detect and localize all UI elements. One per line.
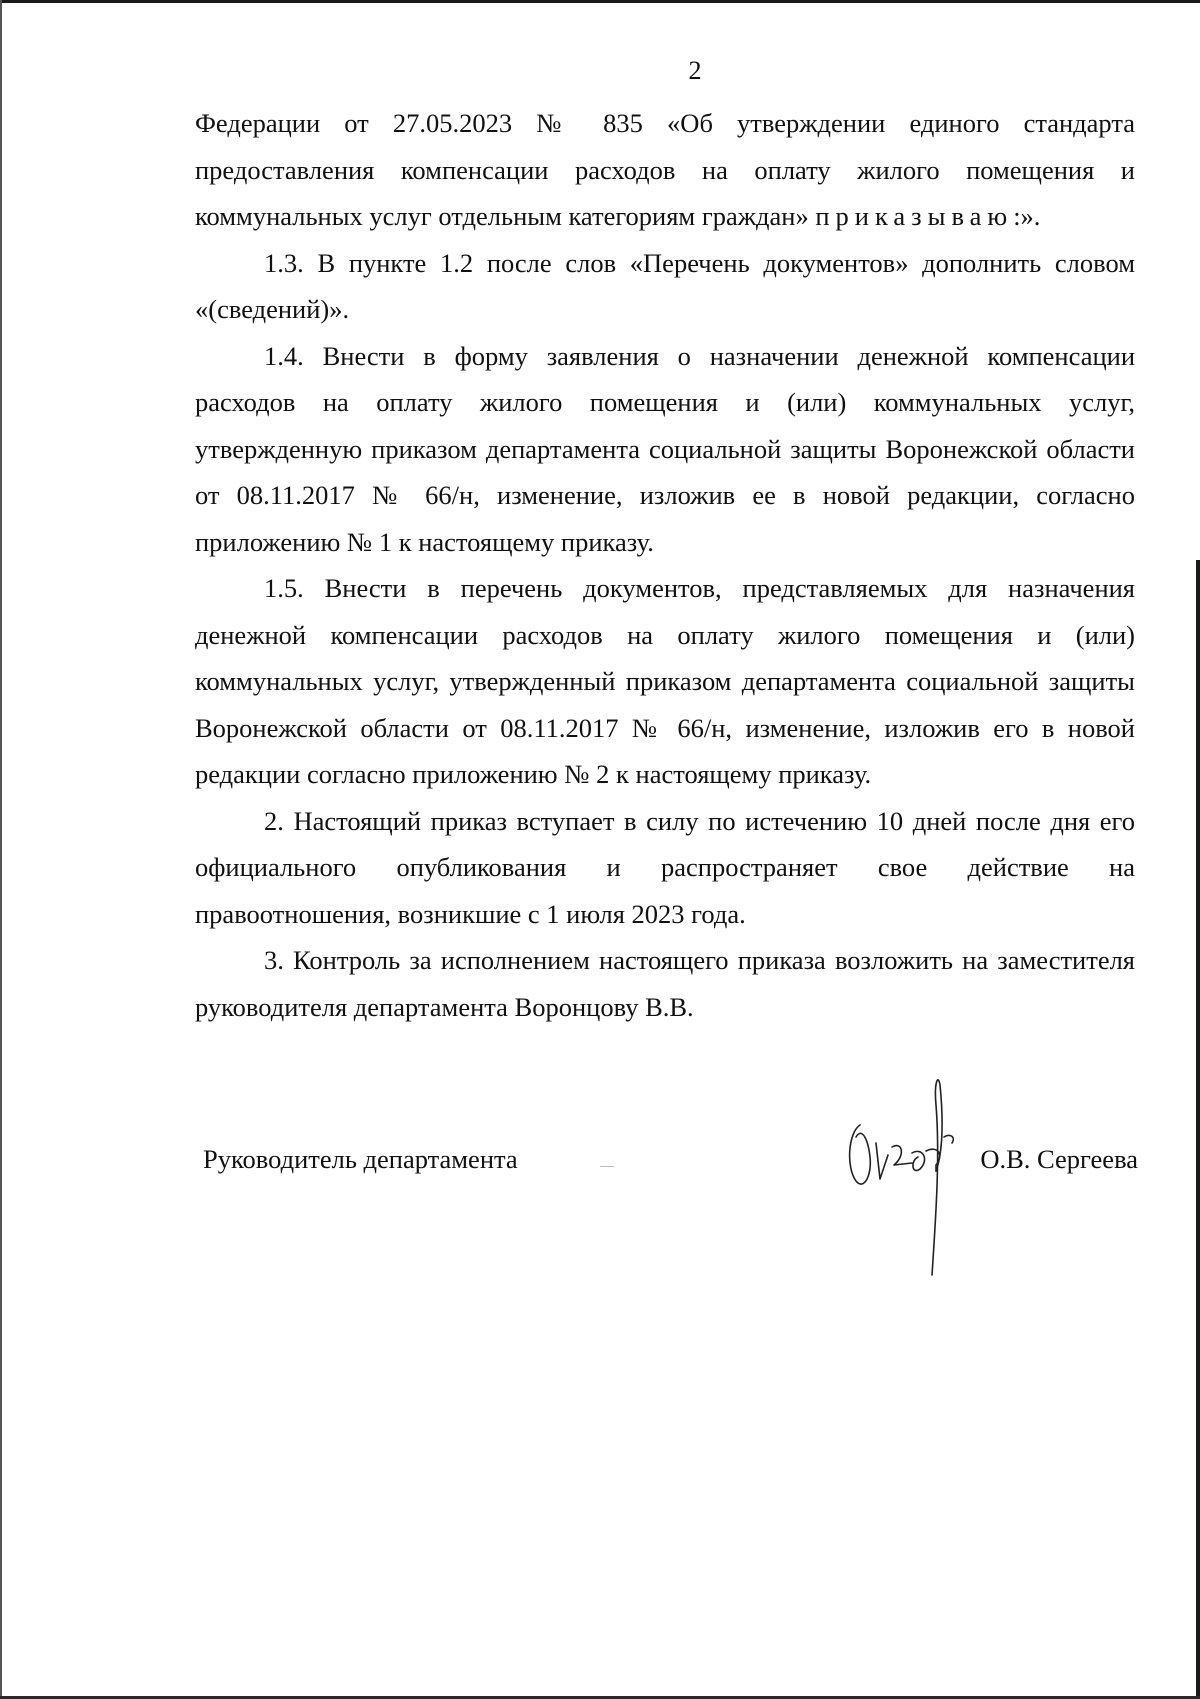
paragraph-3: 3. Контроль за исполнением настоящего приказа возложить на заместителя руководителя департамента Воронцову В.В. (195, 945, 1135, 1022)
scan-border-left (0, 0, 2, 1699)
page-number: 2 (688, 56, 702, 85)
paragraph-2: 2. Настоящий приказ вступает в силу по истечению 10 дней после дня его официального опубликования и распространяет свое действие на правоотношения, возникшие с 1 июля 2023 года. (195, 805, 1135, 929)
paragraph-1-4: 1.4. Внести в форму заявления о назначении денежной компенсации расходов на оплату жилого помещения и (или) коммунальных услуг, утвержденную приказом департамента социальной защиты Воронежской области от 08.11.2017 № 66/н, изменение, изложив ее в новой редакции, согласно приложению № 1 к настоящему приказу. (195, 340, 1135, 557)
paragraph-1-5: 1.5. Внести в перечень документов, представляемых для назначения денежной компенсации расходов на оплату жилого помещения и (или) коммунальных услуг, утвержденный приказом департамента социальной защиты Воронежской области от 08.11.2017 № 66/н, изменение, изложив его в новой редакции согласно приложению № 2 к настоящему приказу. (195, 573, 1135, 789)
scan-artifact (600, 1166, 614, 1167)
signatory-position: Руководитель департамента (203, 1144, 518, 1174)
document-body (195, 100, 1135, 1030)
scan-border-top (0, 0, 1200, 3)
paragraph-intro-continuation (195, 100, 1135, 240)
scan-border-right (1196, 560, 1200, 1699)
paragraph-text: Федерации от 27.05.2023 № 835 «Об утверждении единого стандарта предоставления компенсации расходов на оплату жилого помещения и коммунальных услуг отдельным категориям граждан» (195, 108, 1135, 231)
paragraph-text-end: :». (1013, 201, 1041, 231)
handwritten-signature-icon (840, 1075, 980, 1295)
paragraph-1-3: 1.3. В пункте 1.2 после слов «Перечень документов» дополнить словом «(сведений)». (195, 247, 1135, 324)
signatory-name: О.В. Сергеева (980, 1144, 1138, 1174)
spaced-word-order: приказываю (815, 201, 1014, 231)
